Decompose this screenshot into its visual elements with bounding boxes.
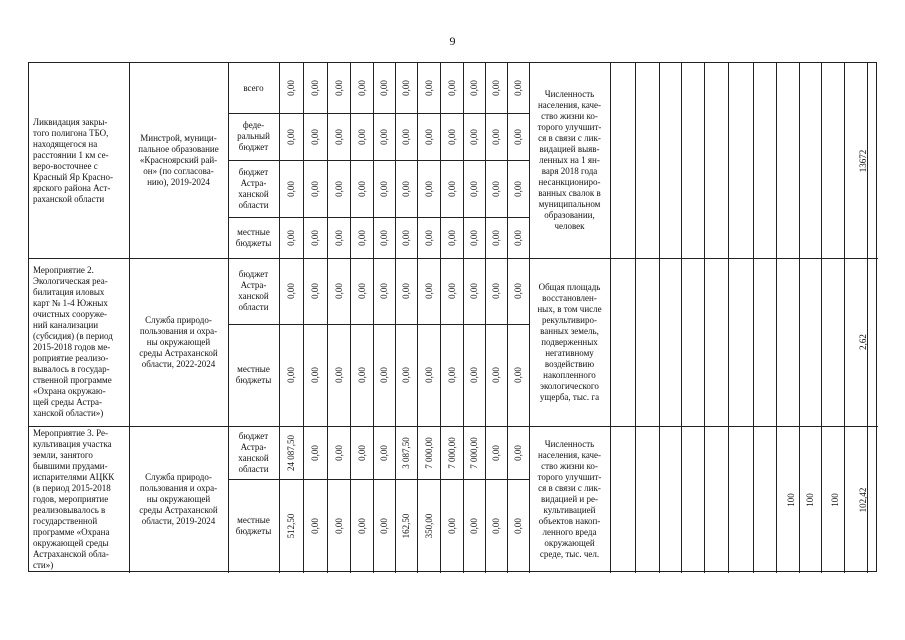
grid-line <box>610 63 611 573</box>
funding-source: местные бюджеты <box>235 364 272 385</box>
executor: Минстрой, муници- пальное образование «Красноярский рай- он» (по согласова- нию), 2019-2024 <box>138 133 219 187</box>
funding-value: 0,00 <box>356 518 367 534</box>
measure-name: Мероприятие 2. Экологическая реа- билитация иловых карт № 1-4 Южных очистных сооруже- ний канализации (субсидия) (в период 2015-2018 годов ме- роприятие реализо- вывалось в государ- ственной программе «Охрана окружаю- щей среды Астра- ханской области») <box>33 265 113 418</box>
funding-value: 0,00 <box>469 128 479 145</box>
funding-value: 0,00 <box>446 367 457 383</box>
funding-value: 512,50 <box>286 513 296 539</box>
grid-line <box>844 63 845 573</box>
grid-line <box>228 160 529 161</box>
grid-line <box>29 426 878 427</box>
grid-line <box>821 63 822 573</box>
funding-value: 0,00 <box>310 128 320 145</box>
grid-line <box>327 63 328 573</box>
grid-line <box>228 324 529 325</box>
funding-value: 0,00 <box>423 80 434 96</box>
funding-value: 0,00 <box>333 283 344 299</box>
funding-value: 0,00 <box>401 80 411 96</box>
grid-line <box>373 63 374 573</box>
funding-value: 0,00 <box>401 229 411 246</box>
funding-value: 0,00 <box>379 367 389 383</box>
funding-value: 0,00 <box>286 283 296 299</box>
grid-line <box>776 63 777 573</box>
funding-value: 0,00 <box>469 518 479 534</box>
funding-value: 0,00 <box>446 283 457 299</box>
funding-value: 0,00 <box>513 367 523 383</box>
grid-line <box>417 63 418 573</box>
target-value: 2,62 <box>858 334 868 350</box>
funding-value: 0,00 <box>286 229 296 246</box>
funding-value: 0,00 <box>469 80 479 96</box>
grid-line <box>29 258 878 259</box>
funding-value: 0,00 <box>491 283 501 299</box>
funding-value: 0,00 <box>401 283 411 299</box>
funding-value: 0,00 <box>401 180 411 197</box>
grid-line <box>463 63 464 573</box>
grid-line <box>228 479 529 480</box>
funding-value: 0,00 <box>356 283 367 299</box>
funding-value: 0,00 <box>333 80 344 96</box>
funding-value: 0,00 <box>513 128 523 145</box>
grid-line <box>659 63 660 573</box>
funding-value: 0,00 <box>491 229 501 246</box>
funding-value: 0,00 <box>491 367 501 383</box>
funding-value: 0,00 <box>356 80 367 96</box>
indicator: Численность населения, каче- ство жизни ко- торого улучшит- ся в связи с лик- видацией выяв- ленных на 1 ян- варя 2018 года несанкциониро- ванных свалок в муниципальном образовании, человек <box>537 89 602 231</box>
target-value: 100 <box>805 492 815 507</box>
funding-value: 162,50 <box>401 513 411 539</box>
indicator: Общая площадь восстановлен- ных, в том числе рекультивиро- ванных земель, подверженных негативному воздействию накопленного экологического ущерба, тыс. га <box>537 281 602 402</box>
funding-value: 0,00 <box>379 444 389 461</box>
funding-value: 0,00 <box>310 229 320 246</box>
funding-value: 0,00 <box>286 180 296 197</box>
funding-source: бюджет Астра- ханской области <box>238 430 269 474</box>
grid-line <box>279 63 280 573</box>
funding-value: 0,00 <box>356 128 367 145</box>
funding-value: 0,00 <box>310 518 320 534</box>
funding-value: 0,00 <box>356 180 367 197</box>
grid-line <box>704 63 705 573</box>
funding-value: 0,00 <box>423 283 434 299</box>
funding-value: 7 000,00 <box>423 436 434 469</box>
funding-value: 0,00 <box>333 444 344 461</box>
funding-value: 0,00 <box>310 444 320 461</box>
funding-value: 3 087,50 <box>401 436 411 469</box>
grid-line <box>681 63 682 573</box>
funding-value: 0,00 <box>333 128 344 145</box>
funding-source: местные бюджеты <box>235 515 272 536</box>
funding-value: 0,00 <box>491 180 501 197</box>
funding-value: 0,00 <box>469 283 479 299</box>
funding-value: 0,00 <box>310 367 320 383</box>
indicator: Численность населения, каче- ство жизни ко- торого улучшит- ся в связи с лик- видацией и ре- культивацией объектов накоп- ленного вреда окружающей среде, тыс. чел. <box>537 439 602 559</box>
funding-value: 0,00 <box>469 367 479 383</box>
grid-line <box>395 63 396 573</box>
measure-name: Ликвидация закры- того полигона ТБО, находящегося на расстоянии 1 км се- веро-восточнее с Красный Яр Красно- ярского района Аст- раханской области <box>33 116 113 204</box>
grid-line <box>350 63 351 573</box>
funding-value: 0,00 <box>491 444 501 461</box>
funding-value: 0,00 <box>469 229 479 246</box>
target-value: 100 <box>830 492 840 507</box>
target-value: 102,42 <box>858 487 868 512</box>
funding-value: 0,00 <box>379 80 389 96</box>
funding-value: 0,00 <box>356 229 367 246</box>
measure-name: Мероприятие 3. Ре- культивация участка земли, занятого бывшими прудами- испарителями АЦКК (в период 2015-2018 годов, мероприятие реализовывалось в государственной программе «Охрана окружающей среды Астраханской обла- сти») <box>33 428 115 570</box>
funding-value: 24 087,50 <box>286 434 296 471</box>
target-value: 100 <box>786 492 796 507</box>
funding-value: 0,00 <box>286 367 296 383</box>
funding-value: 0,00 <box>333 229 344 246</box>
funding-value: 0,00 <box>310 180 320 197</box>
funding-value: 0,00 <box>446 180 457 197</box>
grid-line <box>753 63 754 573</box>
funding-value: 0,00 <box>513 444 523 461</box>
funding-value: 0,00 <box>513 518 523 534</box>
funding-value: 0,00 <box>469 180 479 197</box>
funding-source: бюджет Астра- ханской области <box>238 166 269 210</box>
funding-value: 0,00 <box>310 80 320 96</box>
funding-value: 0,00 <box>286 128 296 145</box>
funding-source: феде- ральный бюджет <box>237 120 270 152</box>
executor: Служба природо- пользования и охра- ны окружающей среды Астраханской области, 2022-2024 <box>139 314 218 369</box>
grid-line <box>129 63 130 573</box>
funding-value: 0,00 <box>423 128 434 145</box>
funding-value: 0,00 <box>310 283 320 299</box>
funding-value: 0,00 <box>446 80 457 96</box>
funding-value: 0,00 <box>491 518 501 534</box>
funding-source: местные бюджеты <box>235 226 272 248</box>
funding-value: 350,00 <box>423 513 434 539</box>
funding-value: 0,00 <box>423 180 434 197</box>
funding-value: 0,00 <box>491 128 501 145</box>
grid-line <box>728 63 729 573</box>
funding-value: 0,00 <box>446 229 457 246</box>
funding-value: 7 000,00 <box>469 436 479 469</box>
grid-line <box>303 63 304 573</box>
grid-line <box>485 63 486 573</box>
funding-value: 0,00 <box>513 180 523 197</box>
funding-value: 0,00 <box>333 518 344 534</box>
funding-value: 0,00 <box>513 80 523 96</box>
funding-value: 0,00 <box>356 444 367 461</box>
funding-source: всего <box>243 82 264 93</box>
program-table <box>28 62 877 572</box>
funding-value: 0,00 <box>513 283 523 299</box>
grid-line <box>228 113 529 114</box>
grid-line <box>228 217 529 218</box>
funding-value: 0,00 <box>333 367 344 383</box>
funding-value: 0,00 <box>423 367 434 383</box>
grid-line <box>529 63 530 573</box>
target-value: 13672 <box>858 149 868 172</box>
grid-line <box>440 63 441 573</box>
funding-value: 0,00 <box>401 367 411 383</box>
funding-value: 0,00 <box>446 128 457 145</box>
funding-value: 0,00 <box>491 80 501 96</box>
grid-line <box>507 63 508 573</box>
funding-value: 0,00 <box>379 229 389 246</box>
funding-value: 0,00 <box>401 128 411 145</box>
funding-value: 7 000,00 <box>446 436 457 469</box>
funding-value: 0,00 <box>379 180 389 197</box>
funding-value: 0,00 <box>356 367 367 383</box>
grid-line <box>635 63 636 573</box>
funding-source: бюджет Астра- ханской области <box>238 269 269 312</box>
funding-value: 0,00 <box>379 283 389 299</box>
executor: Служба природо- пользования и охра- ны окружающей среды Астраханской области, 2019-2024 <box>139 472 218 526</box>
page-number: 9 <box>449 34 456 48</box>
funding-value: 0,00 <box>333 180 344 197</box>
grid-line <box>228 63 229 573</box>
funding-value: 0,00 <box>513 229 523 246</box>
funding-value: 0,00 <box>446 518 457 534</box>
funding-value: 0,00 <box>286 80 296 96</box>
funding-value: 0,00 <box>379 518 389 534</box>
funding-value: 0,00 <box>423 229 434 246</box>
grid-line <box>799 63 800 573</box>
funding-value: 0,00 <box>379 128 389 145</box>
